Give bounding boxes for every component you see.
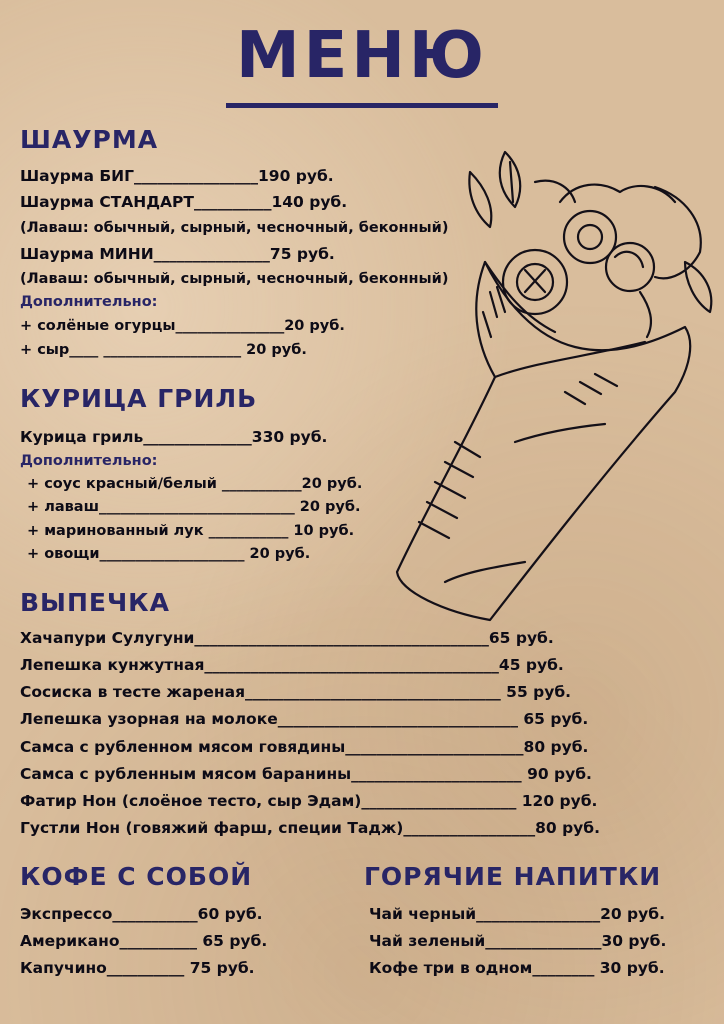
menu-title: МЕНЮ: [235, 19, 489, 93]
menu-item-note: (Лаваш: обычный, сырный, чесночный, беконный): [20, 271, 449, 287]
menu-item: Курица гриль______________330 руб.: [20, 428, 328, 446]
extra-item: + лаваш___________________________ 20 руб.: [27, 499, 361, 515]
section-heading-chicken: КУРИЦА ГРИЛЬ: [20, 384, 258, 413]
menu-item: Капучино__________ 75 руб.: [20, 959, 255, 977]
menu-item: Хачапури Сулугуни______________________________________65 руб.: [20, 629, 554, 647]
extras-label: Дополнительно:: [20, 453, 158, 469]
section-heading-coffee: КОФЕ С СОБОЙ: [20, 862, 253, 891]
menu-item: Фатир Нон (слоёное тесто, сыр Эдам)____________________ 120 руб.: [20, 792, 598, 810]
menu-item-note: (Лаваш: обычный, сырный, чесночный, беконный): [20, 220, 449, 236]
menu-item: Густли Нон (говяжий фарш, специи Тадж)_________________80 руб.: [20, 819, 601, 837]
extra-item: + овощи____________________ 20 руб.: [27, 546, 311, 562]
section-heading-pastry: ВЫПЕЧКА: [20, 588, 170, 617]
extra-item: + солёные огурцы_______________20 руб.: [20, 318, 345, 334]
menu-item: Американо__________ 65 руб.: [20, 932, 268, 950]
shawarma-illustration: [385, 142, 724, 627]
menu-item: Экспрессо___________60 руб.: [20, 905, 263, 923]
extra-item: + сыр____ ___________________ 20 руб.: [20, 342, 307, 358]
menu-item: Шаурма СТАНДАРТ__________140 руб.: [20, 193, 348, 211]
menu-item: Чай черный________________20 руб.: [369, 905, 665, 923]
menu-item: Лепешка кунжутная______________________________________45 руб.: [20, 656, 564, 674]
section-heading-hot-drinks: ГОРЯЧИЕ НАПИТКИ: [364, 862, 662, 891]
extras-label: Дополнительно:: [20, 294, 158, 310]
title-underline: [226, 103, 498, 108]
menu-item: Шаурма БИГ________________190 руб.: [20, 167, 334, 185]
menu-item: Сосиска в тесте жареная_________________________________ 55 руб.: [20, 683, 572, 701]
section-heading-shawarma: ШАУРМА: [20, 125, 159, 154]
menu-item: Шаурма МИНИ_______________75 руб.: [20, 245, 335, 263]
menu-item: Самса с рубленном мясом говядины_______________________80 руб.: [20, 738, 589, 756]
extra-item: + соус красный/белый ___________20 руб.: [27, 476, 363, 492]
menu-item: Чай зеленый_______________30 руб.: [369, 932, 667, 950]
extra-item: + маринованный лук ___________ 10 руб.: [27, 523, 355, 539]
menu-item: Лепешка узорная на молоке_______________________________ 65 руб.: [20, 710, 589, 728]
menu-item: Кофе три в одном________ 30 руб.: [369, 959, 665, 977]
menu-item: Самса с рубленным мясом баранины______________________ 90 руб.: [20, 765, 592, 783]
